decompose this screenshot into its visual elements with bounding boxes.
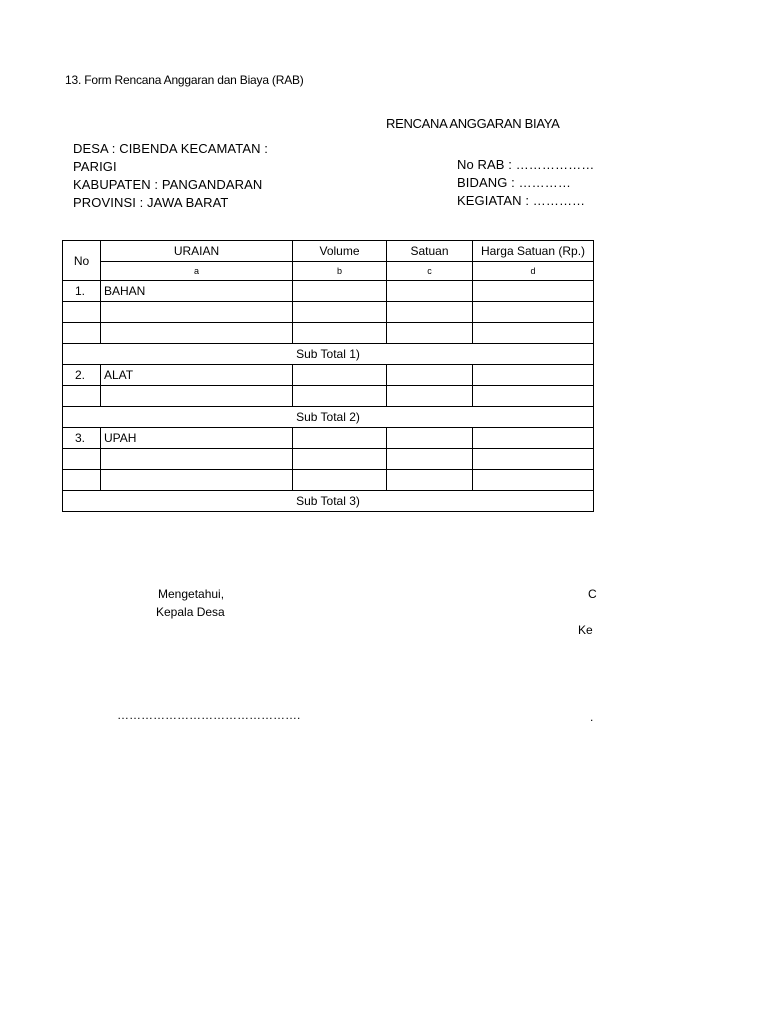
cell	[63, 449, 101, 470]
letter-a: a	[101, 262, 293, 281]
subtotal-row	[63, 491, 594, 512]
header-satuan: Satuan	[387, 241, 473, 262]
header-uraian: URAIAN	[101, 241, 293, 262]
cell	[387, 365, 473, 386]
cell	[473, 281, 594, 302]
header-harga-satuan: Harga Satuan (Rp.)	[473, 241, 594, 262]
cell	[387, 428, 473, 449]
section-label: UPAH	[101, 428, 293, 449]
signature-name-right: .	[590, 710, 594, 724]
kabupaten-line: KABUPATEN : PANGANDARAN	[73, 177, 263, 192]
cell	[101, 449, 293, 470]
section-label: ALAT	[101, 365, 293, 386]
cell	[63, 302, 101, 323]
signature-right-line2: Ke	[578, 623, 593, 637]
subtotal-label: Sub Total 2)	[63, 407, 594, 428]
cell	[101, 323, 293, 344]
provinsi-line: PROVINSI : JAWA BARAT	[73, 195, 229, 210]
cell	[101, 470, 293, 491]
cell	[293, 281, 387, 302]
section-label: BAHAN	[101, 281, 293, 302]
table-row	[63, 323, 594, 344]
table-header-row	[63, 241, 594, 262]
subtotal-label: Sub Total 1)	[63, 344, 594, 365]
subtotal-row	[63, 344, 594, 365]
rab-table	[62, 240, 594, 512]
signature-name-left: ……………………………………….	[117, 708, 301, 722]
cell	[293, 449, 387, 470]
cell	[293, 365, 387, 386]
cell	[387, 449, 473, 470]
cell	[387, 302, 473, 323]
row-number: 2.	[63, 365, 101, 386]
header-volume: Volume	[293, 241, 387, 262]
letter-b: b	[293, 262, 387, 281]
cell	[473, 386, 594, 407]
subtotal-label: Sub Total 3)	[63, 491, 594, 512]
cell	[387, 386, 473, 407]
document-title: RENCANA ANGGARAN BIAYA	[386, 116, 560, 131]
table-row	[63, 449, 594, 470]
cell	[293, 323, 387, 344]
cell	[293, 428, 387, 449]
desa-line: DESA : CIBENDA KECAMATAN :	[73, 141, 268, 156]
subtotal-row	[63, 407, 594, 428]
bidang-field: BIDANG : …………	[457, 175, 571, 190]
cell	[473, 323, 594, 344]
table-row	[63, 386, 594, 407]
signature-role-left: Kepala Desa	[156, 605, 225, 619]
no-rab-field: No RAB : ………………	[457, 157, 595, 172]
row-number: 3.	[63, 428, 101, 449]
kegiatan-field: KEGIATAN : …………	[457, 193, 586, 208]
cell	[473, 302, 594, 323]
cell	[473, 365, 594, 386]
cell	[293, 386, 387, 407]
table-letter-row	[63, 262, 594, 281]
table-row	[63, 428, 594, 449]
cell	[473, 428, 594, 449]
cell	[101, 302, 293, 323]
document-heading: 13. Form Rencana Anggaran dan Biaya (RAB)	[65, 73, 304, 87]
cell	[63, 386, 101, 407]
table-row	[63, 365, 594, 386]
letter-d: d	[473, 262, 594, 281]
cell	[387, 281, 473, 302]
cell	[387, 470, 473, 491]
table-row	[63, 281, 594, 302]
header-no: No	[63, 241, 101, 281]
cell	[473, 449, 594, 470]
signature-right-line1: C	[588, 587, 597, 601]
cell	[473, 470, 594, 491]
cell	[63, 323, 101, 344]
table-row	[63, 302, 594, 323]
signature-acknowledged: Mengetahui,	[158, 587, 225, 601]
cell	[293, 470, 387, 491]
cell	[101, 386, 293, 407]
desa-line-continued: PARIGI	[73, 159, 117, 174]
cell	[63, 470, 101, 491]
row-number: 1.	[63, 281, 101, 302]
table-row	[63, 470, 594, 491]
letter-c: c	[387, 262, 473, 281]
cell	[293, 302, 387, 323]
cell	[387, 323, 473, 344]
